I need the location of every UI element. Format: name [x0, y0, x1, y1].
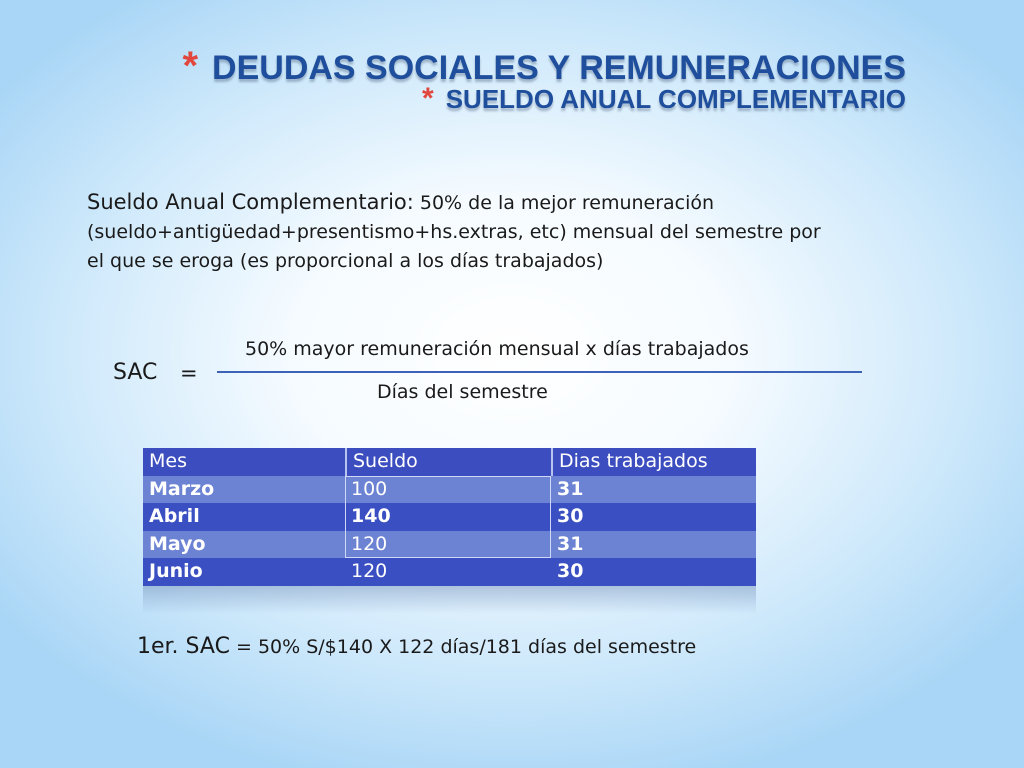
- cell-sueldo: 100: [345, 476, 551, 504]
- sac-calculation: [137, 634, 696, 659]
- table-header-row: [143, 448, 756, 476]
- cell-mes: Mayo: [143, 531, 345, 559]
- definition-line-1: [87, 188, 867, 218]
- formula-label: SAC: [113, 360, 158, 385]
- table-row: [143, 558, 756, 586]
- asterisk-bullet-icon: *: [182, 44, 199, 88]
- cell-mes: Junio: [143, 558, 345, 586]
- cell-dias: 30: [551, 558, 756, 586]
- cell-dias: 31: [551, 531, 756, 559]
- table-row: [143, 503, 756, 531]
- header-cell-mes: Mes: [143, 448, 345, 476]
- formula-denominator: Días del semestre: [377, 381, 548, 403]
- calculation-lead: 1er. SAC: [137, 634, 230, 659]
- cell-mes: Marzo: [143, 476, 345, 504]
- definition-paragraph: [87, 188, 867, 276]
- cell-sueldo: 120: [345, 558, 551, 586]
- title-text: DEUDAS SOCIALES Y REMUNERACIONES: [212, 49, 906, 87]
- subtitle-text: SUELDO ANUAL COMPLEMENTARIO: [445, 84, 906, 114]
- formula-equals: =: [180, 361, 198, 385]
- header-cell-dias: Dias trabajados: [551, 448, 756, 476]
- fraction-line: [217, 371, 862, 373]
- definition-line-1-rest: 50% de la mejor remuneración: [413, 192, 715, 214]
- definition-term: Sueldo Anual Complementario:: [87, 190, 414, 214]
- asterisk-bullet-icon: *: [422, 82, 434, 115]
- table-row: [143, 476, 756, 504]
- cell-sueldo: 120: [345, 531, 551, 559]
- cell-mes: Abril: [143, 503, 345, 531]
- slide-subtitle: [422, 82, 906, 116]
- cell-sueldo: 140: [345, 503, 551, 531]
- calculation-rest: = 50% S/$140 X 122 días/181 días del semestre: [229, 636, 697, 658]
- definition-line-2: (sueldo+antigüedad+presentismo+hs.extras, etc) mensual del semestre por: [87, 221, 821, 243]
- salary-table: [143, 448, 756, 586]
- cell-dias: 31: [551, 476, 756, 504]
- formula-numerator: 50% mayor remuneración mensual x días trabajados: [245, 338, 749, 360]
- table-row: [143, 531, 756, 559]
- definition-line-3: el que se eroga (es proporcional a los días trabajados): [87, 250, 604, 272]
- header-cell-sueldo: Sueldo: [345, 448, 551, 476]
- cell-dias: 30: [551, 503, 756, 531]
- table-reflection: [143, 586, 756, 614]
